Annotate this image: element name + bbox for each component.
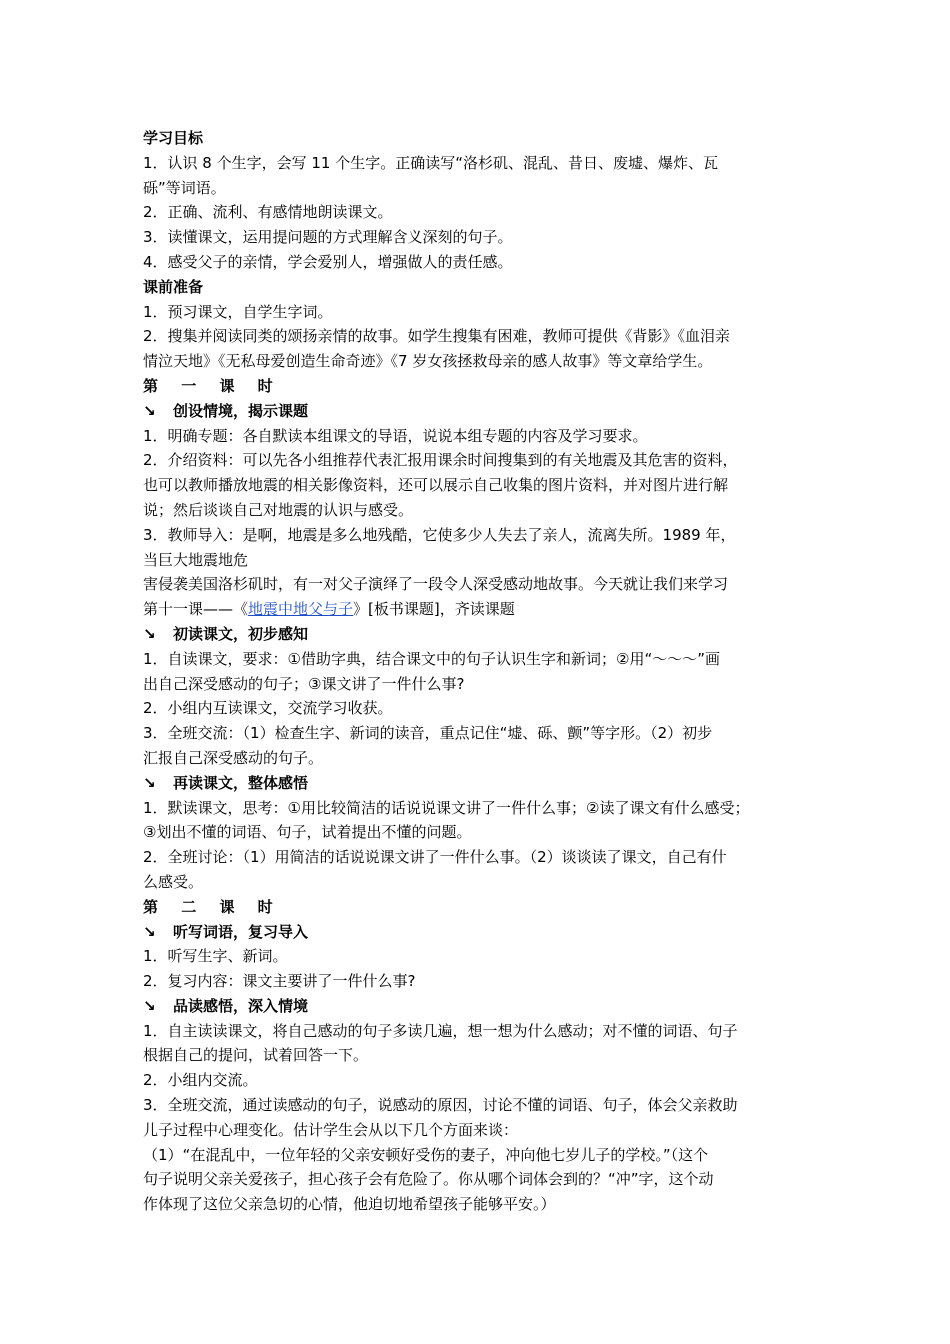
- lesson-title-line: [143, 597, 814, 622]
- body-line: 2．小组内互读课文，交流学习收获。: [143, 699, 393, 718]
- title-suffix: 》[板书课题]，齐读课题: [353, 600, 515, 619]
- part-heading-text: 初读课文，初步感知: [173, 624, 309, 643]
- body-line: 出自己深受感动的句子；③课文讲了一件什么事?: [143, 674, 465, 693]
- part-heading: [143, 399, 814, 424]
- body-line: 害侵袭美国洛杉矶时，有一对父子演绎了一段令人深受感动地故事。今天就让我们来学习: [143, 575, 729, 594]
- arrow-icon: ↘: [143, 922, 156, 941]
- body-line: 根据自己的提问，试着回答一下。: [143, 1046, 369, 1065]
- body-line: 1．自读课文，要求：①借助字典，结合课文中的句子认识生字和新词；②用“～～～”画: [143, 649, 720, 668]
- body-line: 2．全班讨论：（1）用简洁的话说说课文讲了一件什么事。（2）谈谈读了课文，自己有什: [143, 848, 727, 867]
- body-line: ③划出不懂的词语、句子，试着提出不懂的问题。: [143, 823, 472, 842]
- body-line: 2．小组内交流。: [143, 1071, 258, 1090]
- body-line: 1．听写生字、新词。: [143, 947, 288, 966]
- goal-line: 砾”等词语。: [143, 178, 226, 197]
- lesson-title-link[interactable]: 地震中地父与子: [248, 600, 354, 619]
- body-line: 3．全班交流：（1）检查生字、新词的读音，重点记住“墟、砾、颤”等字形。（2）初步: [143, 724, 713, 743]
- arrow-icon: ↘: [143, 624, 156, 643]
- body-line: 也可以教师播放地震的相关影像资料，还可以展示自己收集的图片资料，并对图片进行解: [143, 476, 729, 495]
- arrow-icon: ↘: [143, 401, 156, 420]
- body-line: 1．自主读读课文，将自己感动的句子多读几遍，想一想为什么感动；对不懂的词语、句子: [143, 1021, 738, 1040]
- part-heading: [143, 771, 814, 796]
- body-line: 么感受。: [143, 872, 204, 891]
- lesson-1-title: 第 一 课 时: [143, 376, 282, 395]
- arrow-icon: ↘: [143, 996, 156, 1015]
- part-heading-text: 再读课文，整体感悟: [173, 773, 309, 792]
- body-line: 当巨大地震地危: [143, 550, 249, 569]
- goal-line: 4．感受父子的亲情，学会爱别人，增强做人的责任感。: [143, 252, 513, 271]
- prep-line: 情泣天地》《无私母爱创造生命奇迹》《7 岁女孩拯救母亲的感人故事》等文章给学生。: [143, 352, 713, 371]
- part-heading: [143, 994, 814, 1019]
- section-heading-goals: 学习目标: [143, 129, 204, 147]
- part-heading-text: 创设情境，揭示课题: [173, 401, 309, 420]
- body-line: 2．复习内容：课文主要讲了一件什么事?: [143, 972, 416, 991]
- prep-line: 2．搜集并阅读同类的颂扬亲情的故事。如学生搜集有困难，教师可提供《背影》《血泪亲: [143, 327, 731, 346]
- body-line: 3．全班交流，通过读感动的句子，说感动的原因，讨论不懂的词语、句子，体会父亲救助: [143, 1096, 738, 1115]
- section-heading-prep: 课前准备: [143, 277, 204, 296]
- body-line: 2．介绍资料：可以先各小组推荐代表汇报用课余时间搜集到的有关地震及其危害的资料，: [143, 451, 738, 470]
- part-heading-text: 听写词语，复习导入: [173, 922, 309, 941]
- body-line: 1．明确专题：各自默读本组课文的导语，说说本组专题的内容及学习要求。: [143, 426, 648, 445]
- goal-line: 3．读懂课文，运用提问题的方式理解含义深刻的句子。: [143, 228, 513, 247]
- goal-line: 2．正确、流利、有感情地朗读课文。: [143, 203, 393, 222]
- title-prefix: 第十一课——《: [143, 600, 249, 619]
- body-line: 1．默读课文，思考：①用比较简洁的话说说课文讲了一件什么事；②读了课文有什么感受；: [143, 798, 750, 817]
- arrow-icon: ↘: [143, 773, 156, 792]
- body-line: 说；然后谈谈自己对地震的认识与感受。: [143, 500, 414, 519]
- goal-line: 1．认识 8 个生字，会写 11 个生字。正确读写“洛杉矶、混乱、昔日、废墟、爆炸、瓦: [143, 153, 719, 172]
- body-line: 儿子过程中心理变化。估计学生会从以下几个方面来谈：: [143, 1120, 519, 1139]
- body-line: 句子说明父亲关爱孩子，担心孩子会有危险了。你从哪个词体会到的？“冲”字，这个动: [143, 1170, 714, 1189]
- prep-line: 1．预习课文，自学生字词。: [143, 302, 333, 321]
- body-line: 3．教师导入：是啊，地震是多么地残酷，它使多少人失去了亲人，流离失所。1989 年，: [143, 525, 736, 544]
- body-line: （1）“在混乱中，一位年轻的父亲安顿好受伤的妻子，冲向他七岁儿子的学校。”（这个: [143, 1145, 709, 1164]
- part-heading: [143, 920, 814, 945]
- part-heading-text: 品读感悟，深入情境: [173, 996, 309, 1015]
- body-line: 作体现了这位父亲急切的心情，他迫切地希望孩子能够平安。）: [143, 1195, 556, 1214]
- body-line: 汇报自己深受感动的句子。: [143, 748, 324, 767]
- lesson-2-title: 第 二 课 时: [143, 897, 282, 916]
- part-heading: [143, 622, 814, 647]
